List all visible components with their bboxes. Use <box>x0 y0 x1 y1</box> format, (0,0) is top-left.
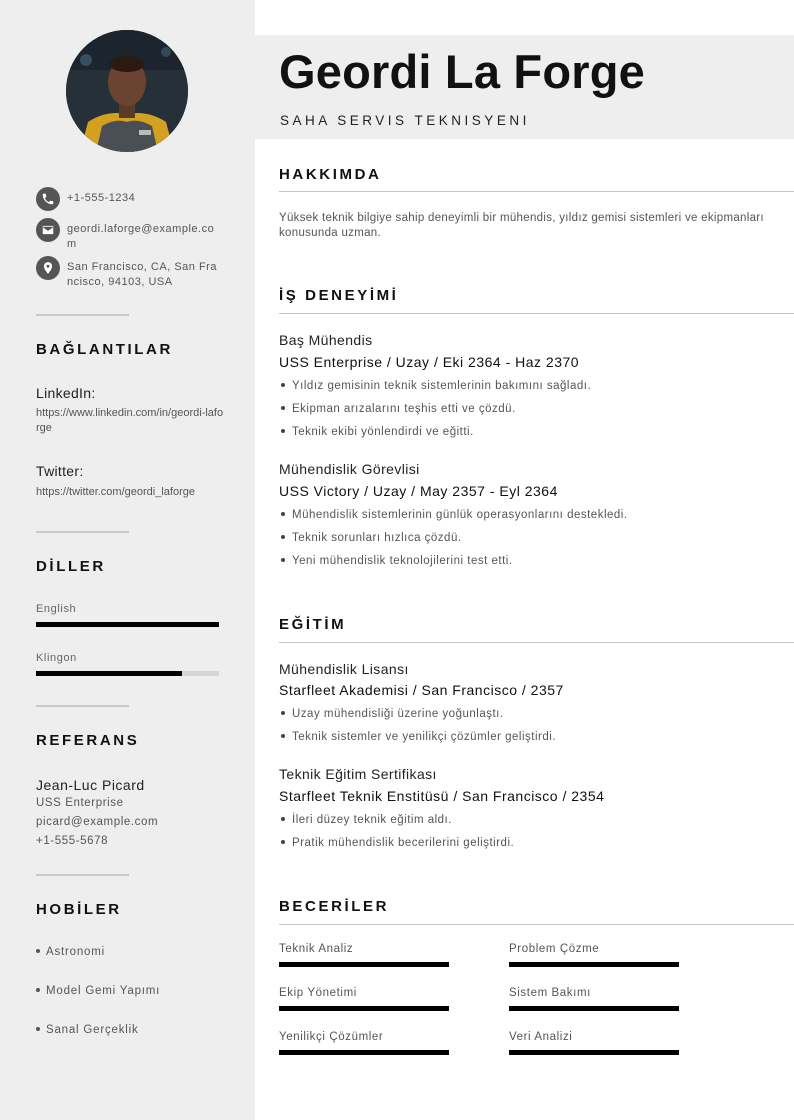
hobby-item <box>36 946 105 958</box>
about-heading: HAKKIMDA <box>279 166 382 183</box>
bullet-icon <box>281 383 285 387</box>
linkedin-link[interactable]: https://www.linkedin.com/in/geordi-laforge <box>36 407 224 434</box>
skill-level-fill <box>509 962 679 967</box>
bullet-icon <box>36 988 40 992</box>
experience-bullet <box>281 532 462 544</box>
contact-phone <box>36 187 222 211</box>
experience-bullet <box>281 509 628 521</box>
experience-bullet <box>281 426 474 438</box>
skill-level-fill <box>279 1006 449 1011</box>
reference-company: USS Enterprise <box>36 797 124 809</box>
contact-email <box>36 218 222 252</box>
linkedin-label: LinkedIn: <box>36 385 96 401</box>
section-rule <box>279 924 794 925</box>
bullet-text: Teknik sorunları hızlıca çözdü. <box>292 532 462 544</box>
language-level-fill <box>36 671 182 676</box>
contact-phone-text: +1-555-1234 <box>67 192 136 204</box>
skill-level-bar <box>509 962 679 967</box>
hobbies-heading: HOBİLER <box>36 901 122 918</box>
bullet-icon <box>281 558 285 562</box>
skill-level-fill <box>509 1050 679 1055</box>
person-name: Geordi La Forge <box>279 45 645 98</box>
experience-bullet <box>281 380 591 392</box>
education-heading: EĞİTİM <box>279 616 347 633</box>
hobby-text: Model Gemi Yapımı <box>46 985 161 997</box>
bullet-icon <box>281 512 285 516</box>
bullet-icon <box>36 949 40 953</box>
sidebar-divider <box>36 874 129 876</box>
twitter-link[interactable]: https://twitter.com/geordi_laforge <box>36 486 195 498</box>
skill-name: Problem Çözme <box>509 943 600 955</box>
languages-heading: DİLLER <box>36 558 106 575</box>
contact-email-text[interactable]: geordi.laforge@example.com <box>67 223 215 250</box>
references-heading: REFERANS <box>36 732 140 749</box>
education-place: Starfleet Akademisi / San Francisco / 2357 <box>279 682 564 698</box>
skill-name: Sistem Bakımı <box>509 987 591 999</box>
skill-level-bar <box>279 1006 449 1011</box>
bullet-icon <box>281 817 285 821</box>
education-bullet <box>281 731 556 743</box>
section-rule <box>279 313 794 314</box>
education-place: Starfleet Teknik Enstitüsü / San Francisco / 2354 <box>279 788 605 804</box>
bullet-text: Uzay mühendisliği üzerine yoğunlaştı. <box>292 708 504 720</box>
twitter-label: Twitter: <box>36 463 84 479</box>
sidebar-divider <box>36 705 129 707</box>
bullet-text: Teknik sistemler ve yenilikçi çözümler geliştirdi. <box>292 731 557 743</box>
reference-phone: +1-555-5678 <box>36 835 109 847</box>
language-name: English <box>36 603 77 615</box>
bullet-icon <box>281 429 285 433</box>
reference-name: Jean-Luc Picard <box>36 777 145 793</box>
section-rule <box>279 642 794 643</box>
language-level-bar <box>36 671 219 676</box>
experience-heading: İŞ DENEYİMİ <box>279 287 399 304</box>
bullet-icon <box>281 734 285 738</box>
experience-place: USS Victory / Uzay / May 2357 - Eyl 2364 <box>279 483 558 499</box>
skill-level-bar <box>279 962 449 967</box>
education-bullet <box>281 708 504 720</box>
sidebar-divider <box>36 531 129 533</box>
bullet-text: Yıldız gemisinin teknik sistemlerinin bakımını sağladı. <box>292 380 592 392</box>
skills-heading: BECERİLER <box>279 898 390 915</box>
education-bullet <box>281 814 452 826</box>
skill-level-fill <box>279 962 449 967</box>
envelope-icon <box>36 218 60 242</box>
bullet-text: Yeni mühendislik teknolojilerini test etti. <box>292 555 513 567</box>
bullet-text: Pratik mühendislik becerilerini geliştirdi. <box>292 837 515 849</box>
skill-name: Yenilikçi Çözümler <box>279 1031 384 1043</box>
about-text: Yüksek teknik bilgiye sahip deneyimli bir mühendis, yıldız gemisi sistemleri ve ekipmanları konusunda uzman. <box>279 212 764 239</box>
skill-level-fill <box>279 1050 449 1055</box>
hobby-item <box>36 985 160 997</box>
experience-place: USS Enterprise / Uzay / Eki 2364 - Haz 2370 <box>279 354 580 370</box>
experience-title: Baş Mühendis <box>279 332 373 348</box>
experience-title: Mühendislik Görevlisi <box>279 461 420 477</box>
map-pin-icon <box>36 256 60 280</box>
skill-name: Ekip Yönetimi <box>279 987 357 999</box>
skill-level-bar <box>279 1050 449 1055</box>
skill-name: Teknik Analiz <box>279 943 354 955</box>
language-level-bar <box>36 622 219 627</box>
language-name: Klingon <box>36 652 77 664</box>
avatar <box>66 30 188 152</box>
bullet-icon <box>281 711 285 715</box>
reference-email[interactable]: picard@example.com <box>36 816 159 828</box>
skill-level-bar <box>509 1006 679 1011</box>
education-title: Mühendislik Lisansı <box>279 661 409 677</box>
contact-address-text: San Francisco, CA, San Francisco, 94103, USA <box>67 261 217 288</box>
bullet-icon <box>281 406 285 410</box>
bullet-icon <box>36 1027 40 1031</box>
bullet-icon <box>281 840 285 844</box>
experience-bullet <box>281 403 516 415</box>
language-level-fill <box>36 622 219 627</box>
bullet-text: Ekipman arızalarını teşhis etti ve çözdü. <box>292 403 516 415</box>
links-heading: BAĞLANTILAR <box>36 341 173 358</box>
education-title: Teknik Eğitim Sertifikası <box>279 766 437 782</box>
sidebar-divider <box>36 314 129 316</box>
section-rule <box>279 191 794 192</box>
job-title: SAHA SERVIS TEKNISYENI <box>280 113 530 128</box>
contact-address <box>36 256 222 290</box>
bullet-text: Teknik ekibi yönlendirdi ve eğitti. <box>292 426 474 438</box>
skill-level-bar <box>509 1050 679 1055</box>
bullet-text: Mühendislik sistemlerinin günlük operasyonlarını destekledi. <box>292 509 628 521</box>
bullet-text: İleri düzey teknik eğitim aldı. <box>292 814 452 826</box>
skill-name: Veri Analizi <box>509 1031 573 1043</box>
experience-bullet <box>281 555 513 567</box>
bullet-icon <box>281 535 285 539</box>
phone-icon <box>36 187 60 211</box>
hobby-text: Astronomi <box>46 946 105 958</box>
hobby-item <box>36 1024 139 1036</box>
hobby-text: Sanal Gerçeklik <box>46 1024 139 1036</box>
skill-level-fill <box>509 1006 679 1011</box>
education-bullet <box>281 837 514 849</box>
